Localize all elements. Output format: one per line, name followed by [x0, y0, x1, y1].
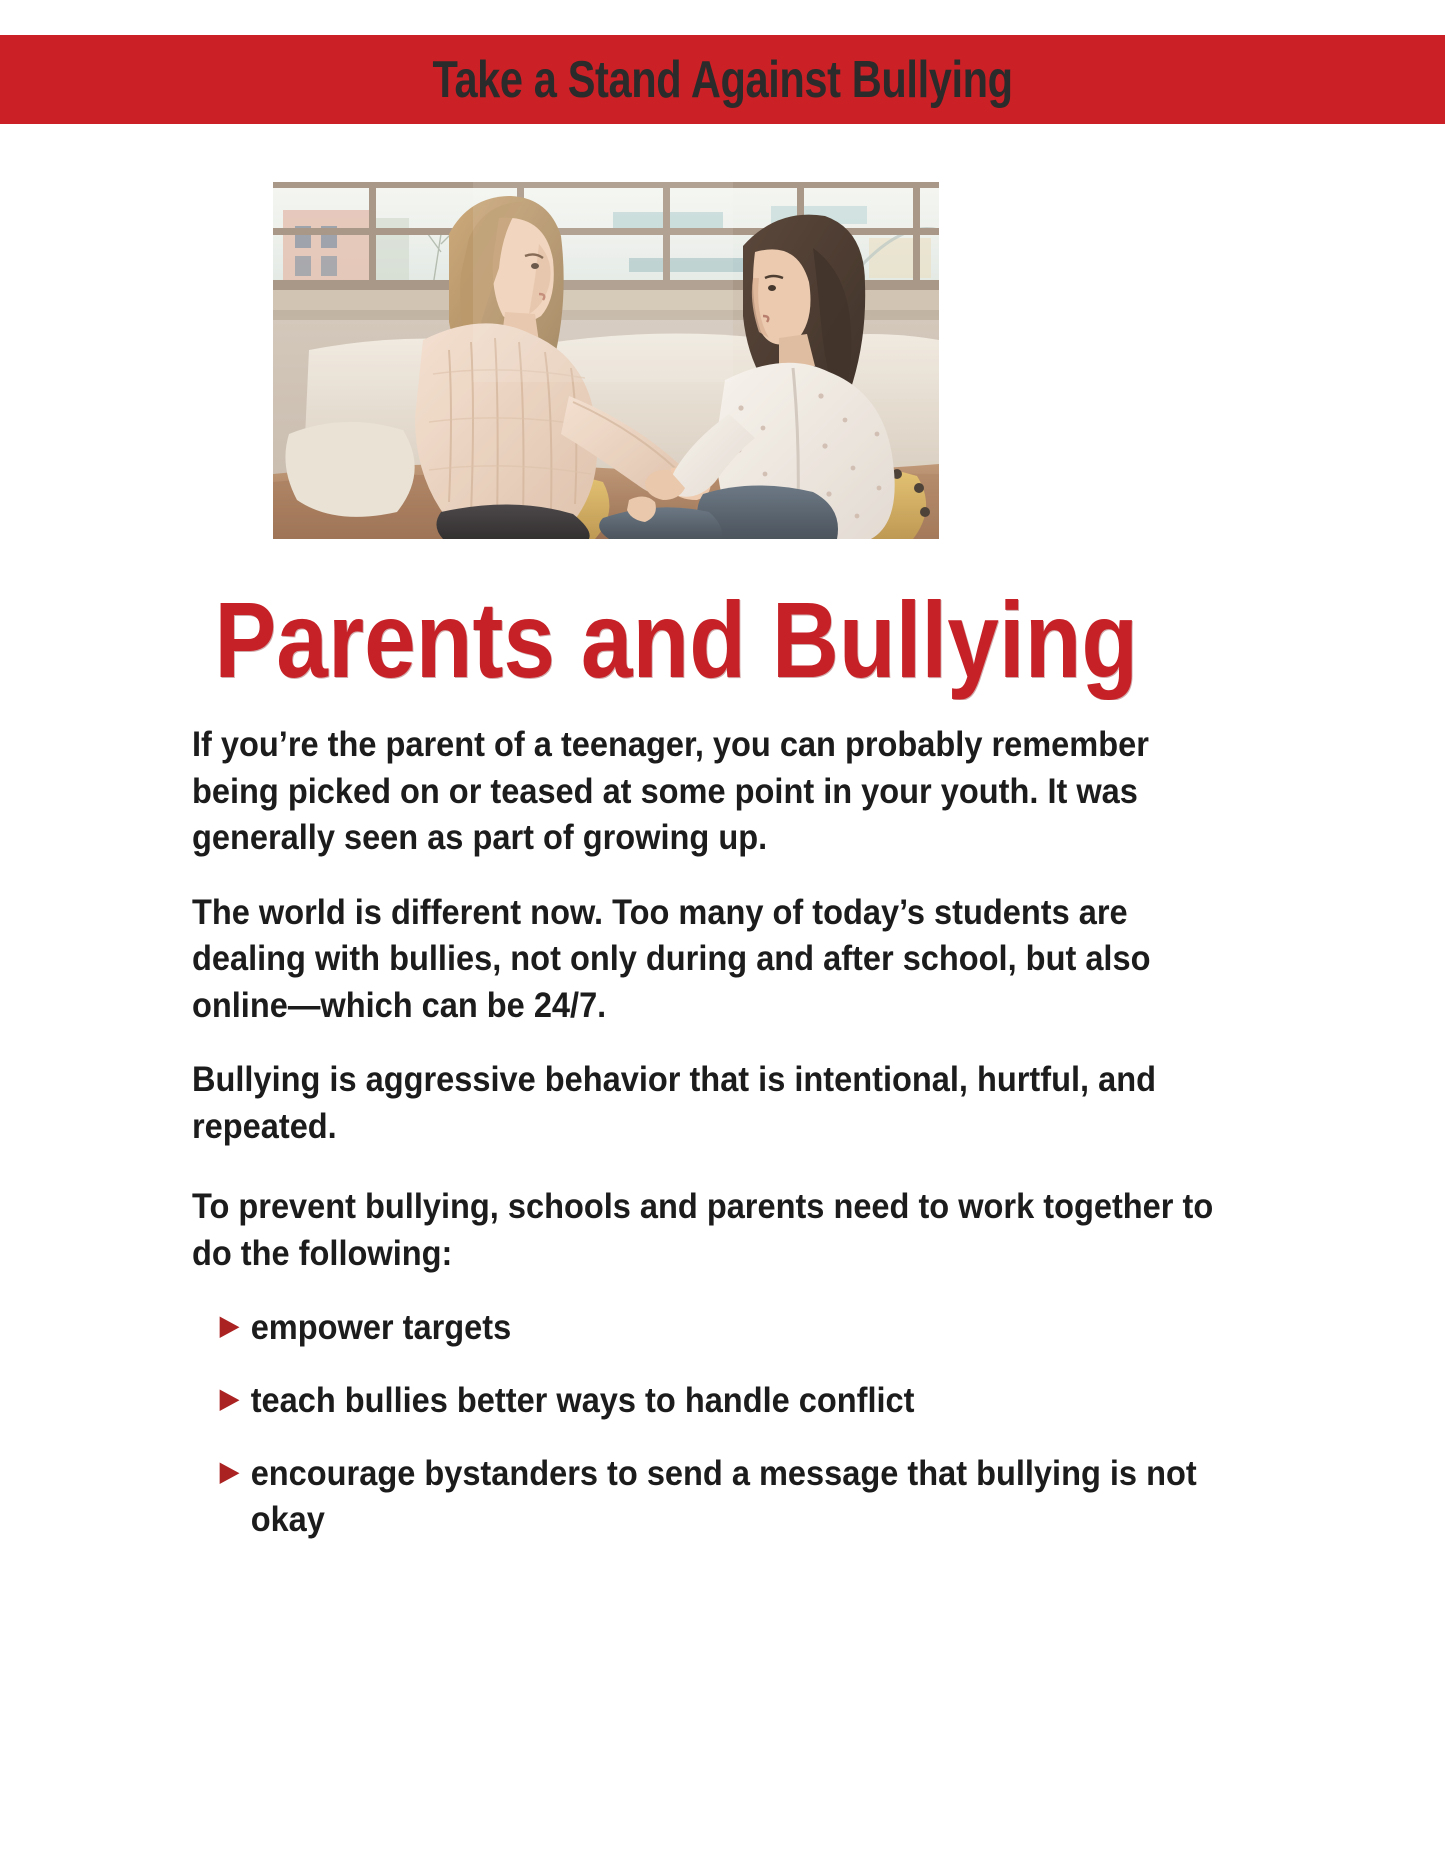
list-item — [220, 1451, 1271, 1544]
article-photo — [273, 182, 939, 539]
list-item — [220, 1305, 1271, 1352]
triangle-bullet-icon: ▶ — [220, 1310, 239, 1341]
page-title: Parents and Bullying — [214, 579, 1139, 700]
body-paragraph-1: If you’re the parent of a teenager, you can probably remember being picked on or teased at some point in your youth. It was generally seen as part of growing up. — [192, 725, 1149, 858]
photo-illustration — [273, 182, 939, 539]
list-intro-paragraph: To prevent bullying, schools and parents need to work together to do the following: — [192, 1187, 1214, 1273]
triangle-bullet-icon: ▶ — [220, 1455, 239, 1486]
body-paragraph-3: Bullying is aggressive behavior that is intentional, hurtful, and repeated. — [192, 1060, 1157, 1146]
list-item-label: teach bullies better ways to handle conflict — [250, 1381, 915, 1421]
article-content — [192, 579, 1247, 1570]
list-item-label: empower targets — [250, 1308, 512, 1348]
triangle-bullet-icon: ▶ — [220, 1383, 239, 1414]
header-banner-title: Take a Stand Against Bullying — [432, 50, 1013, 109]
list-item — [220, 1378, 1271, 1425]
list-item-label: encourage bystanders to send a message that bullying is not okay — [250, 1453, 1197, 1540]
header-banner — [0, 35, 1445, 124]
body-paragraph-2: The world is different now. Too many of today’s students are dealing with bullies, not only during and after school, but also online—which can be 24/7. — [192, 892, 1151, 1025]
prevention-bullet-list — [192, 1305, 1247, 1543]
